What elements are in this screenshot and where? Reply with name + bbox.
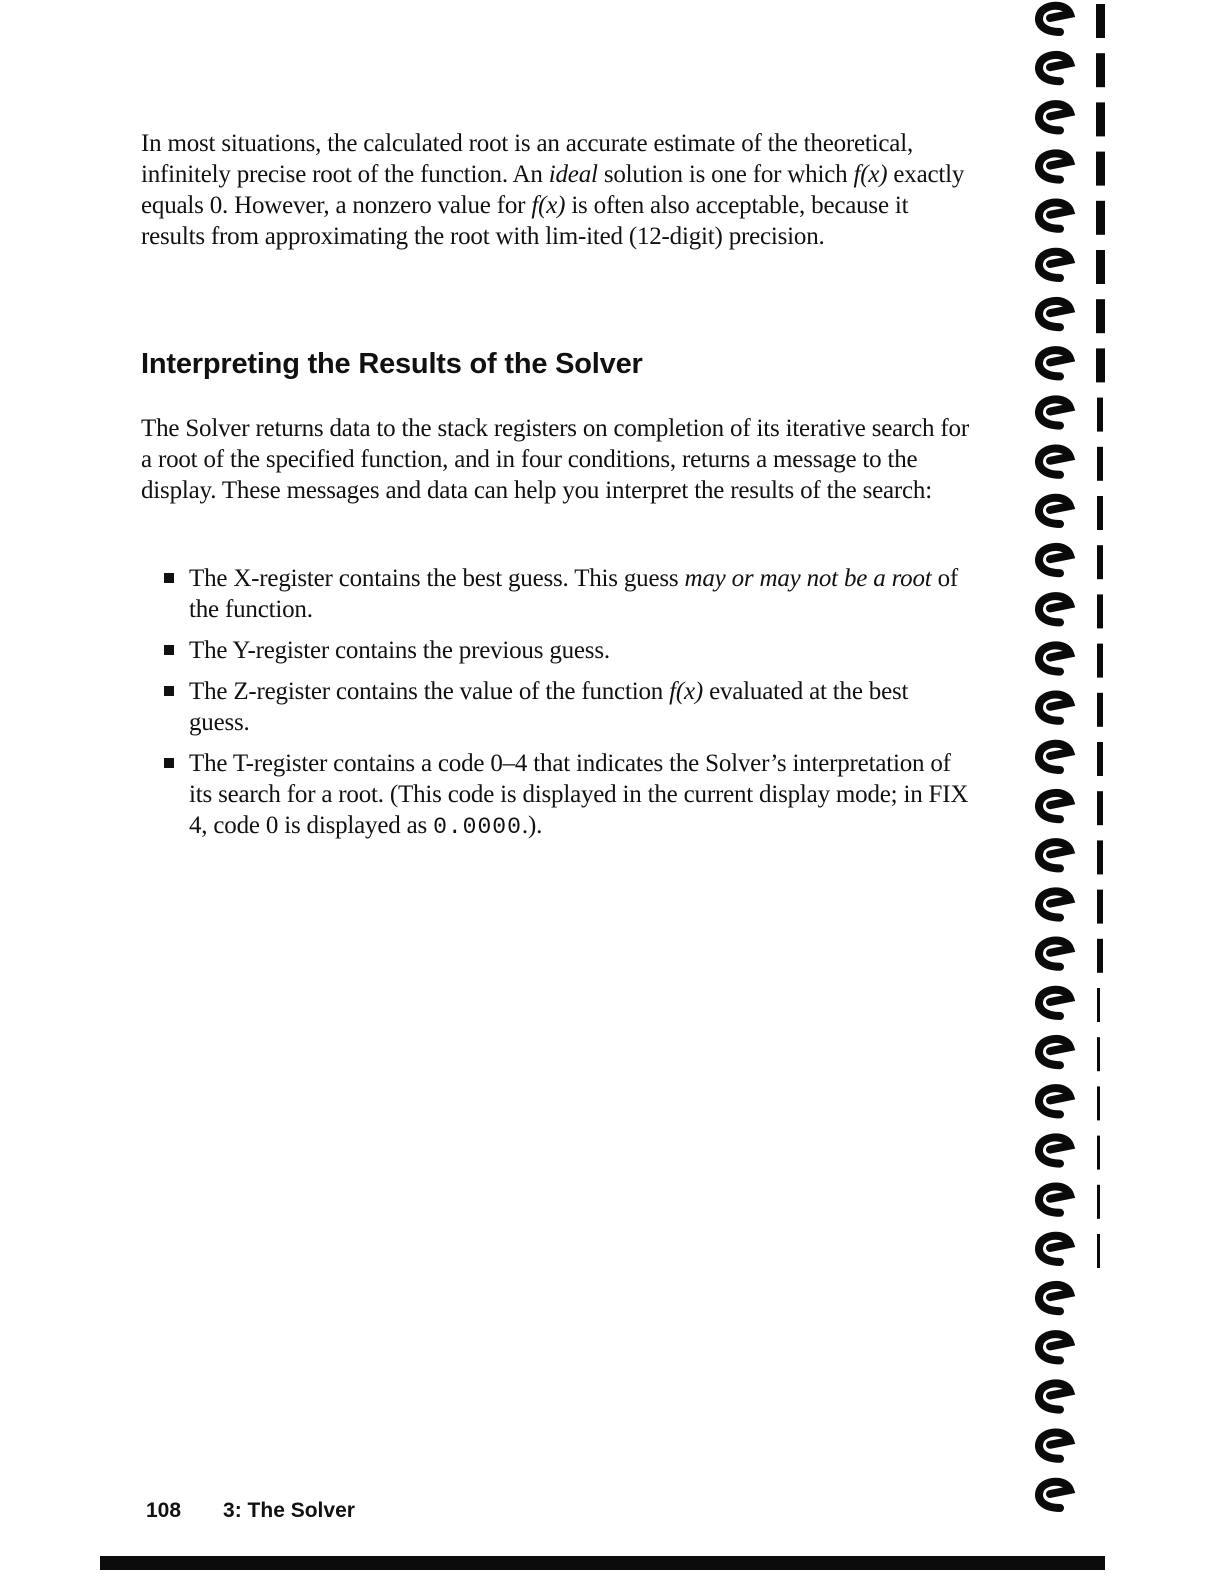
binding-coil: [1039, 55, 1070, 81]
binding-loop: [1039, 693, 1103, 727]
intro-fx-1: f(x): [853, 161, 888, 188]
binding-coil: [1039, 1433, 1070, 1459]
binding-loop: [1039, 1334, 1070, 1360]
binding-loop: [1039, 53, 1105, 87]
binding-coil: [1039, 203, 1070, 229]
intro-ideal-italic: ideal: [548, 161, 598, 188]
binding-bar: [1097, 890, 1103, 924]
binding-loop: [1039, 1285, 1070, 1311]
binding-loop: [1039, 1086, 1100, 1120]
binding-bar: [1097, 1185, 1100, 1219]
bullet-square-icon: [164, 686, 174, 696]
bottom-rule: [100, 1556, 1105, 1570]
bullet-3-text-b: evaluated at the best guess.: [189, 678, 909, 736]
binding-coil: [1039, 1137, 1070, 1163]
binding-coil: [1039, 6, 1070, 32]
bullet-4-text-a: The T-register contains a code 0–4 that indicates the Solver’s interpretation of its search for a root. (This code is displayed in the current display mode; in FIX 4, code 0 is displayed as: [189, 750, 969, 839]
binding-coil: [1039, 596, 1070, 622]
binding-coil: [1039, 449, 1070, 475]
binding-coil: [1039, 350, 1070, 376]
binding-loop: [1039, 1383, 1070, 1409]
page-number: 108: [146, 1499, 182, 1522]
binding-coil: [1039, 793, 1070, 819]
binding-loop: [1039, 1482, 1070, 1508]
binding-loop: [1039, 890, 1103, 924]
binding-loop: [1039, 102, 1105, 136]
binding-bar: [1096, 348, 1105, 382]
binding-coil: [1039, 1334, 1070, 1360]
binding-loop: [1039, 250, 1105, 284]
binding-bar: [1097, 447, 1103, 481]
binding-bar: [1097, 693, 1103, 727]
binding-coil: [1039, 695, 1070, 721]
binding-coil: [1039, 301, 1070, 327]
binding-loop: [1039, 988, 1100, 1022]
bullet-1-italic: may or may not be a root: [684, 565, 932, 592]
binding-bar: [1097, 1037, 1100, 1071]
binding-bar: [1096, 201, 1105, 235]
binding-coil: [1039, 1039, 1070, 1065]
binding-coil: [1039, 104, 1070, 130]
section-paragraph: The Solver returns data to the stack registers on completion of its iterative search for a root of the specified function, and in four conditions, returns a message to the display. These messages and data can help you interpret the results of the search:: [141, 415, 969, 504]
binding-loop: [1039, 1037, 1100, 1071]
binding-loop: [1039, 1136, 1100, 1170]
intro-paragraph: [141, 128, 971, 252]
display-code: 0.0000: [433, 814, 522, 840]
binding-coil: [1039, 1383, 1070, 1409]
bullet-square-icon: [164, 645, 174, 655]
binding-coil: [1039, 891, 1070, 917]
bullet-square-icon: [164, 573, 174, 583]
binding-bar: [1097, 644, 1103, 678]
binding-bar: [1097, 742, 1103, 776]
binding-bar: [1096, 102, 1105, 136]
binding-coil: [1039, 1482, 1070, 1508]
binding-bar: [1096, 4, 1105, 38]
bullet-2-text: The Y-register contains the previous guess.: [189, 637, 610, 664]
binding-loop: [1039, 1433, 1070, 1459]
binding-bar: [1097, 939, 1103, 973]
bullet-1-text-b: of the function.: [189, 565, 959, 623]
binding-coil: [1039, 153, 1070, 179]
binding-loop: [1039, 152, 1105, 186]
intro-text-1: In most situations, the calculated root is an accurate estimate of the theoretical, infinitely precise root of the function. An: [141, 130, 913, 188]
intro-text-2: solution is one for which: [597, 161, 854, 188]
binding-loop: [1039, 348, 1105, 382]
binding-bar: [1096, 152, 1105, 186]
binding-loop: [1039, 398, 1103, 432]
chapter-title: 3: The Solver: [223, 1499, 355, 1522]
results-bullet-list: [160, 563, 970, 853]
bullet-1-text-a: The X-register contains the best guess. This guess: [189, 565, 685, 592]
binding-coil: [1039, 941, 1070, 967]
binding-coil: [1039, 842, 1070, 868]
binding-loop: [1039, 4, 1105, 38]
spiral-binding: [1030, 0, 1224, 1584]
binding-loop: [1039, 299, 1105, 333]
binding-bar: [1097, 545, 1103, 579]
bullet-y-register: [160, 635, 970, 666]
bullet-square-icon: [164, 758, 174, 768]
binding-loop: [1039, 594, 1103, 628]
binding-bar: [1097, 1234, 1100, 1268]
bullet-t-register: [160, 748, 970, 843]
binding-bar: [1097, 496, 1103, 530]
binding-coil: [1039, 1285, 1070, 1311]
binding-bar: [1097, 840, 1103, 874]
bullet-x-register: [160, 563, 970, 625]
binding-coil: [1039, 252, 1070, 278]
binding-loop: [1039, 791, 1103, 825]
binding-coil: [1039, 399, 1070, 425]
binding-bar: [1097, 1086, 1100, 1120]
binding-loop: [1039, 201, 1105, 235]
binding-loop: [1039, 1234, 1100, 1268]
binding-bar: [1097, 1136, 1100, 1170]
intro-fx-2: f(x): [531, 192, 566, 219]
binding-loop: [1039, 840, 1103, 874]
binding-loop: [1039, 1185, 1100, 1219]
binding-bar: [1096, 299, 1105, 333]
binding-coil: [1039, 547, 1070, 573]
binding-coil: [1039, 645, 1070, 671]
binding-bar: [1097, 594, 1103, 628]
binding-loop: [1039, 644, 1103, 678]
section-heading: Interpreting the Results of the Solver: [141, 348, 643, 380]
binding-bar: [1097, 988, 1100, 1022]
bullet-4-text-b: .).: [521, 812, 543, 839]
binding-loop: [1039, 496, 1103, 530]
binding-bar: [1096, 250, 1105, 284]
binding-loop: [1039, 742, 1103, 776]
binding-coil: [1039, 990, 1070, 1016]
binding-coil: [1039, 498, 1070, 524]
binding-loop: [1039, 447, 1103, 481]
bullet-3-text-a: The Z-register contains the value of the function: [189, 678, 670, 705]
binding-coil: [1039, 1088, 1070, 1114]
intro-text-4: is often also acceptable, because it results from approximating the root with lim-ited (12-digit) precision.: [141, 192, 909, 250]
intro-text-3: exactly equals 0. However, a nonzero value for: [141, 161, 965, 219]
page-footer: [146, 1499, 355, 1523]
binding-coil: [1039, 1187, 1070, 1213]
bullet-z-register: [160, 676, 970, 738]
binding-loop: [1039, 545, 1103, 579]
bullet-3-fx: f(x): [669, 678, 704, 705]
binding-bar: [1097, 398, 1103, 432]
binding-bar: [1096, 53, 1105, 87]
intro-section: [141, 128, 971, 252]
binding-coil: [1039, 744, 1070, 770]
binding-bar: [1097, 791, 1103, 825]
binding-coil: [1039, 1236, 1070, 1262]
binding-loop: [1039, 939, 1103, 973]
